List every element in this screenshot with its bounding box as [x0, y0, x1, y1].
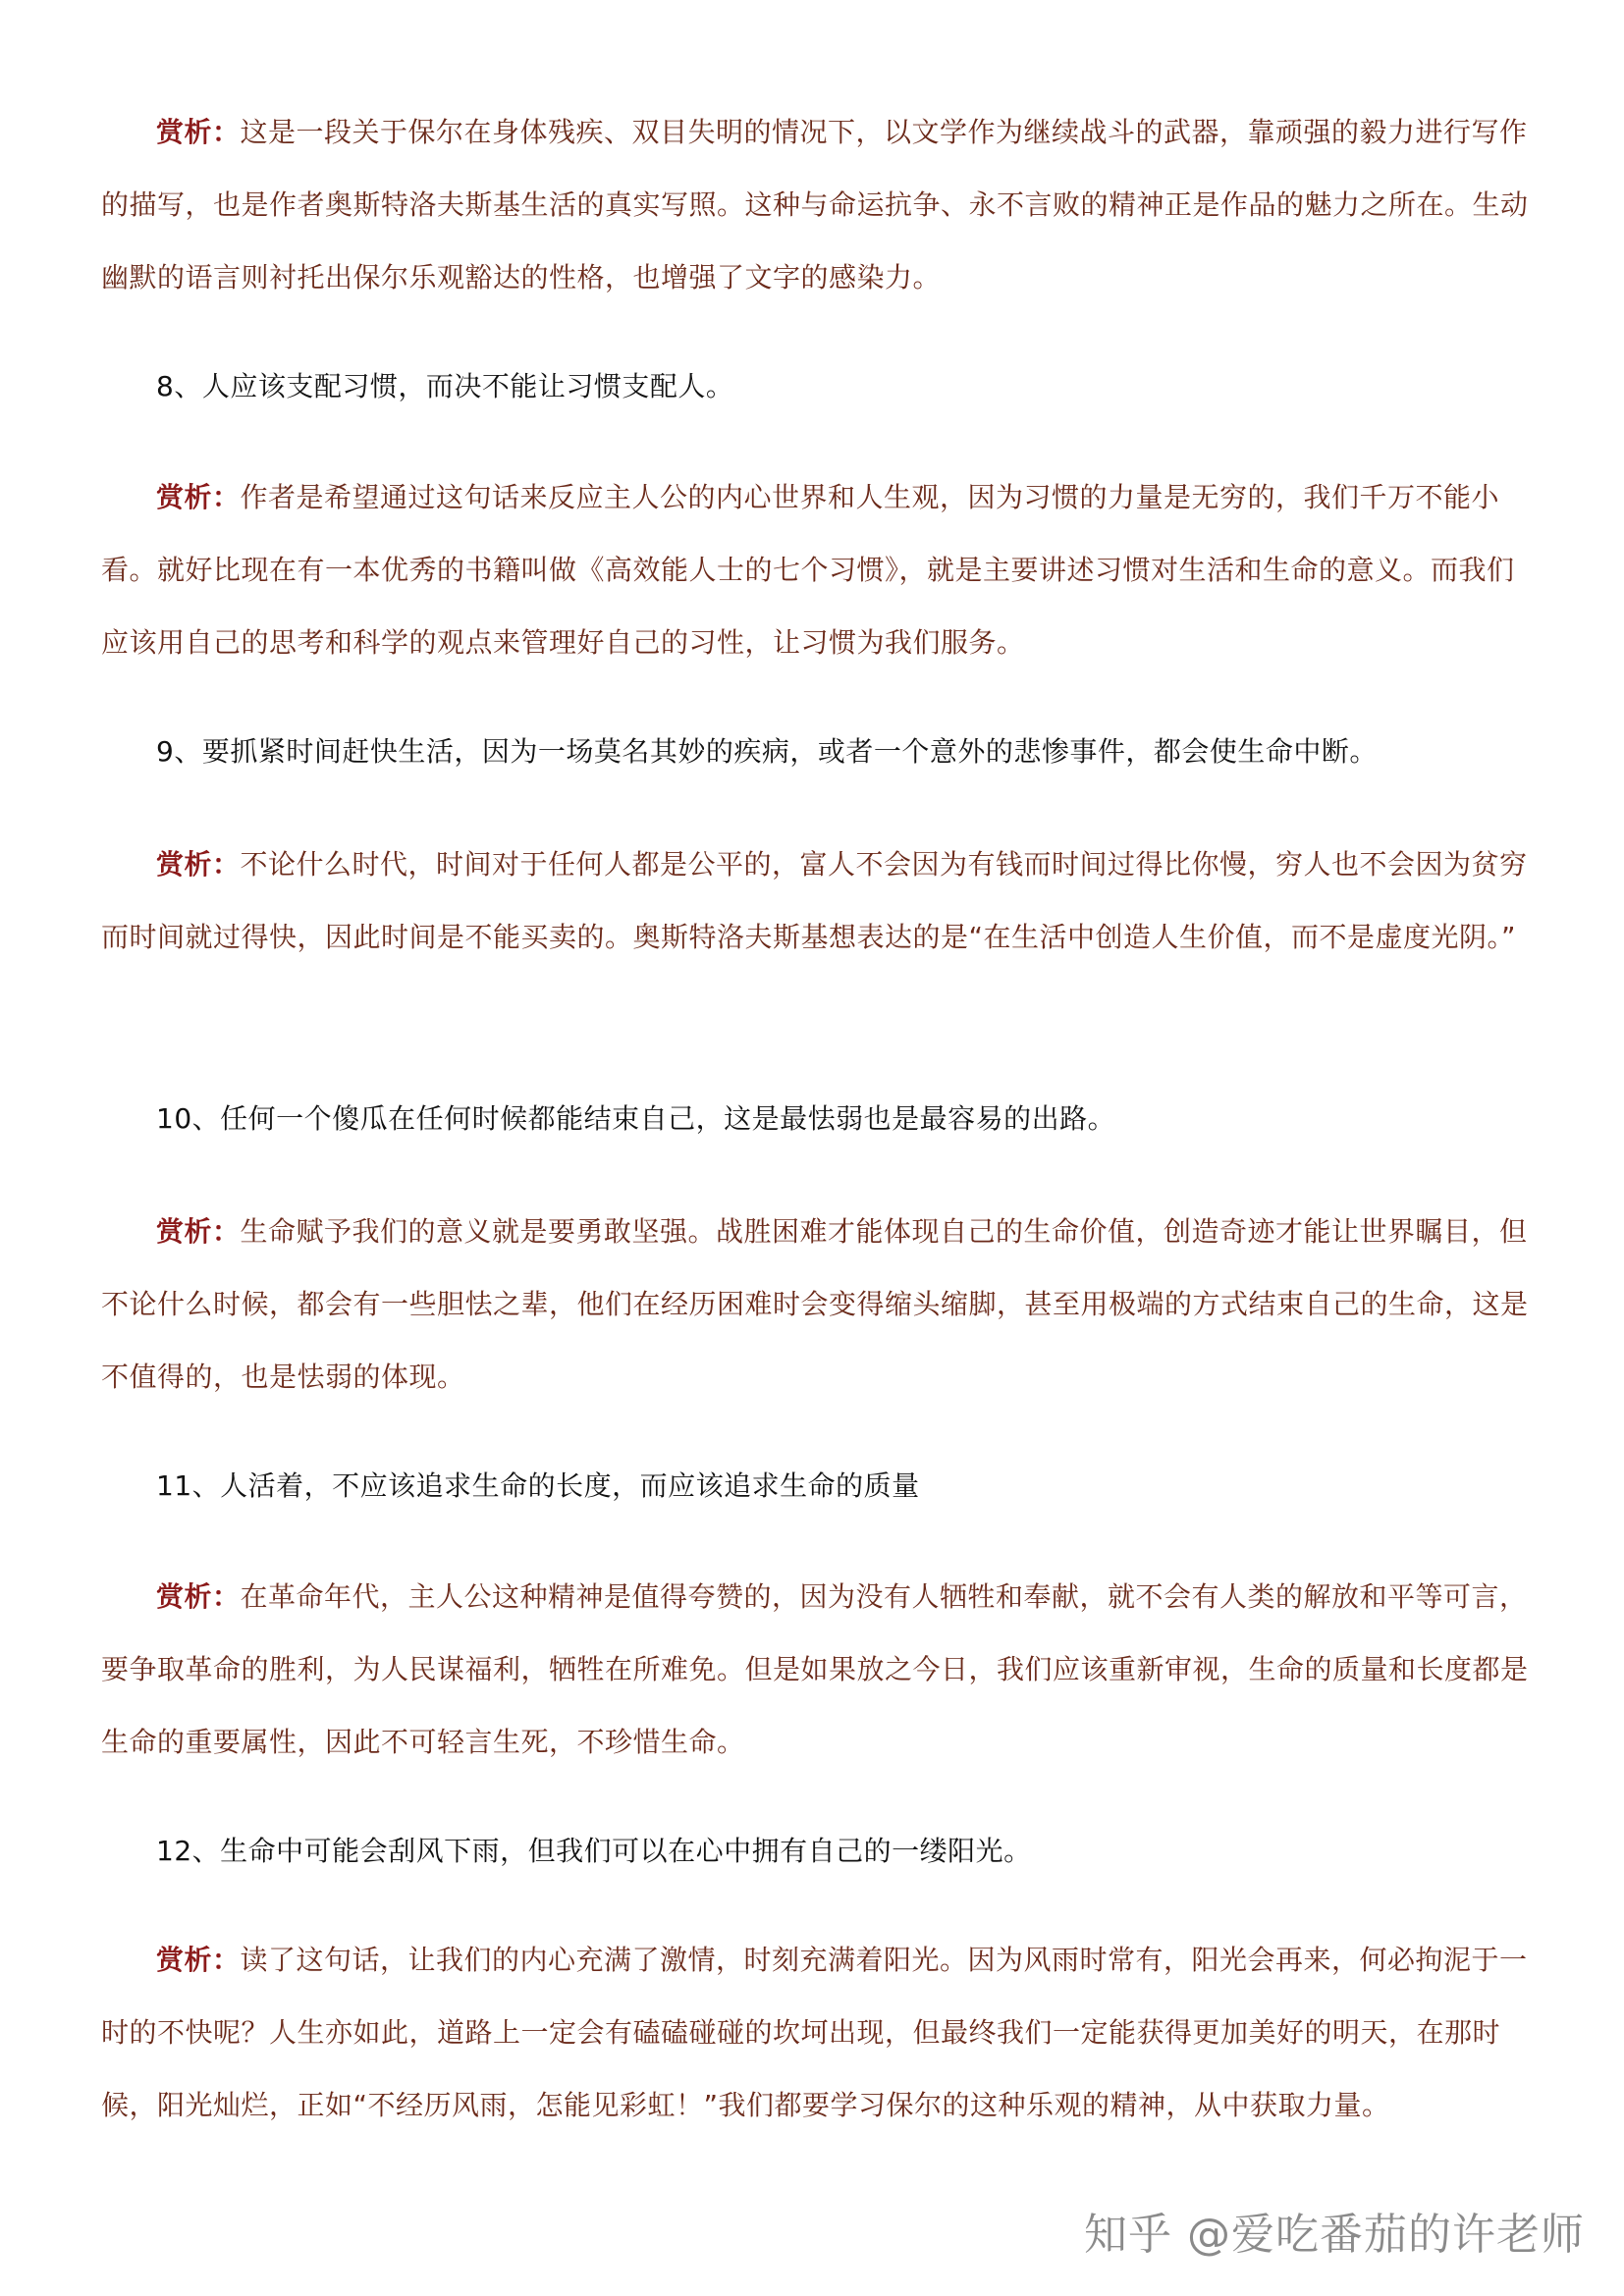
quote-12: 12、生命中可能会刮风下雨，但我们可以在心中拥有自己的一缕阳光。 [156, 1835, 1032, 1867]
analysis-text: 生命赋予我们的意义就是要勇敢坚强。战胜困难才能体现自己的生命价值，创造奇迹才能让世界瞩目，但不论什么时候，都会有一些胆怯之辈，他们在经历困难时会变得缩头缩脚，甚至用极端的方式结束自己的生命，这是不值得的，也是怯弱的体现。 [101, 1215, 1529, 1393]
analysis-paragraph-8 [101, 461, 1535, 679]
quote-10: 10、任何一个傻瓜在任何时候都能结束自己，这是最怯弱也是最容易的出路。 [156, 1102, 1116, 1135]
analysis-paragraph-10 [101, 1196, 1535, 1414]
analysis-label: 赏析： [156, 1215, 241, 1248]
analysis-text: 这是一段关于保尔在身体残疾、双目失明的情况下，以文学作为继续战斗的武器，靠顽强的毅力进行写作的描写，也是作者奥斯特洛夫斯基生活的真实写照。这种与命运抗争、永不言败的精神正是作品的魅力之所在。生动幽默的语言则衬托出保尔乐观豁达的性格，也增强了文字的感染力。 [101, 116, 1529, 294]
quote-9: 9、要抓紧时间赶快生活，因为一场莫名其妙的疾病，或者一个意外的悲惨事件，都会使生命中断。 [156, 735, 1378, 768]
analysis-text: 读了这句话，让我们的内心充满了激情，时刻充满着阳光。因为风雨时常有，阳光会再来，何必拘泥于一时的不快呢？人生亦如此，道路上一定会有磕磕碰碰的坎坷出现，但最终我们一定能获得更加美好的明天，在那时候，阳光灿烂，正如“不经历风雨，怎能见彩虹！”我们都要学习保尔的这种乐观的精神，从中获取力量。 [101, 1944, 1528, 2121]
analysis-label: 赏析： [156, 848, 241, 881]
quote-11: 11、人活着，不应该追求生命的长度，而应该追求生命的质量 [156, 1469, 920, 1502]
quote-8: 8、人应该支配习惯，而决不能让习惯支配人。 [156, 370, 734, 402]
analysis-text: 在革命年代，主人公这种精神是值得夸赞的，因为没有人牺牲和奉献，就不会有人类的解放和平等可言，要争取革命的胜利，为人民谋福利，牺牲在所难免。但是如果放之今日，我们应该重新审视，生命的质量和长度都是生命的重要属性，因此不可轻言生死，不珍惜生命。 [101, 1580, 1529, 1758]
zhihu-watermark: 知乎 @爱吃番茄的许老师 [1084, 2210, 1585, 2260]
analysis-label: 赏析： [156, 481, 241, 513]
analysis-label: 赏析： [156, 116, 241, 148]
analysis-text: 作者是希望通过这句话来反应主人公的内心世界和人生观，因为习惯的力量是无穷的，我们千万不能小看。就好比现在有一本优秀的书籍叫做《高效能人士的七个习惯》，就是主要讲述习惯对生活和生命的意义。而我们应该用自己的思考和科学的观点来管理好自己的习性，让习惯为我们服务。 [101, 481, 1515, 659]
analysis-paragraph-7 [101, 96, 1535, 314]
analysis-text: 不论什么时代，时间对于任何人都是公平的，富人不会因为有钱而时间过得比你慢，穷人也不会因为贫穷而时间就过得快，因此时间是不能买卖的。奥斯特洛夫斯基想表达的是“在生活中创造人生价值，而不是虚度光阴。” [101, 848, 1528, 953]
analysis-label: 赏析： [156, 1580, 241, 1613]
analysis-paragraph-9 [101, 828, 1535, 974]
analysis-paragraph-11 [101, 1561, 1535, 1779]
analysis-label: 赏析： [156, 1944, 241, 1976]
analysis-paragraph-12 [101, 1924, 1535, 2142]
